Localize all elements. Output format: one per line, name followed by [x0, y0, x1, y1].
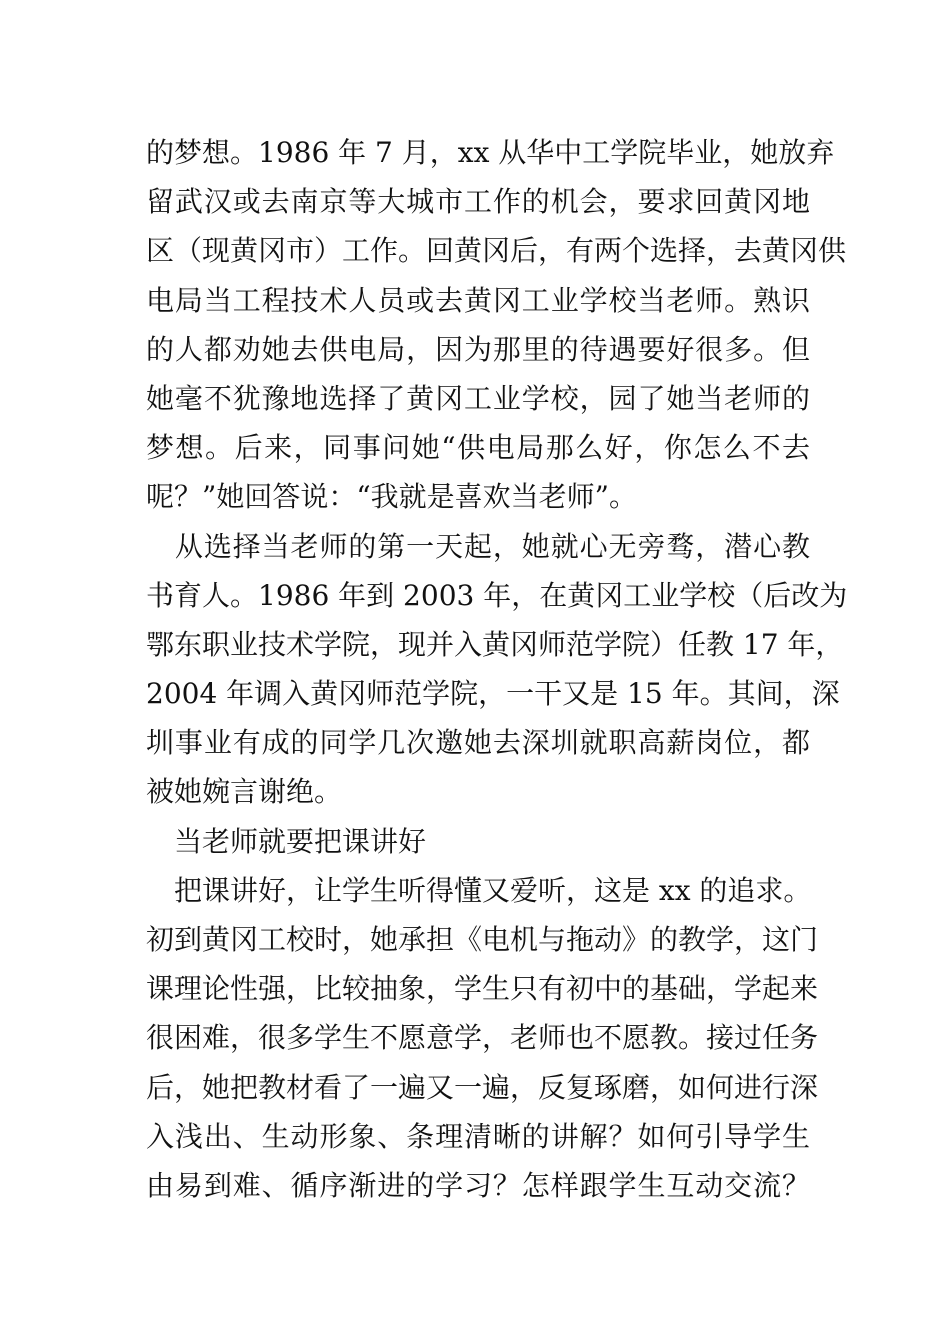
- text-line: 鄂东职业技术学院，现并入黄冈师范学院）任教 17 年，: [146, 627, 844, 661]
- text-line: 电局当工程技术人员或去黄冈工业学校当老师。熟识: [146, 283, 810, 317]
- text-line: 的人都劝她去供电局，因为那里的待遇要好很多。但: [146, 332, 810, 366]
- text-line: 入浅出、生动形象、条理清晰的讲解？如何引导学生: [146, 1119, 810, 1153]
- text-line: 后，她把教材看了一遍又一遍，反复琢磨，如何进行深: [146, 1070, 819, 1104]
- text-line: 很困难，很多学生不愿意学，老师也不愿教。接过任务: [146, 1021, 819, 1055]
- text-line: 被她婉言谢绝。: [146, 775, 343, 809]
- paragraph-first-line: 从选择当老师的第一天起，她就心无旁骛，潜心教: [146, 529, 810, 563]
- text-line: 课理论性强，比较抽象，学生只有初中的基础，学起来: [146, 972, 819, 1006]
- text-line: 区（现黄冈市）工作。回黄冈后，有两个选择，去黄冈供: [146, 234, 847, 268]
- text-line: 由易到难、循序渐进的学习？怎样跟学生互动交流？: [146, 1168, 810, 1202]
- text-line: 留武汉或去南京等大城市工作的机会，要求回黄冈地: [146, 185, 810, 219]
- text-line: 书育人。1986 年到 2003 年，在黄冈工业学校（后改为: [146, 578, 848, 612]
- text-line: 梦想。后来，同事问她“供电局那么好，你怎么不去: [146, 431, 810, 465]
- text-line: 的梦想。1986 年 7 月，xx 从华中工学院毕业，她放弃: [146, 136, 835, 169]
- text-line: 圳事业有成的同学几次邀她去深圳就职高薪岗位，都: [146, 726, 810, 760]
- text-line: 呢？”她回答说：“我就是喜欢当老师”。: [146, 480, 637, 514]
- text-line: 她毫不犹豫地选择了黄冈工业学校，园了她当老师的: [146, 381, 810, 415]
- text-line: 2004 年调入黄冈师范学院，一干又是 15 年。其间，深: [146, 677, 840, 711]
- section-heading: 当老师就要把课讲好: [146, 824, 427, 858]
- body-text: [146, 128, 848, 1210]
- paragraph-first-line: 把课讲好，让学生听得懂又爱听，这是 xx 的追求。: [146, 873, 812, 907]
- text-line: 初到黄冈工校时，她承担《电机与拖动》的教学，这门: [146, 923, 819, 956]
